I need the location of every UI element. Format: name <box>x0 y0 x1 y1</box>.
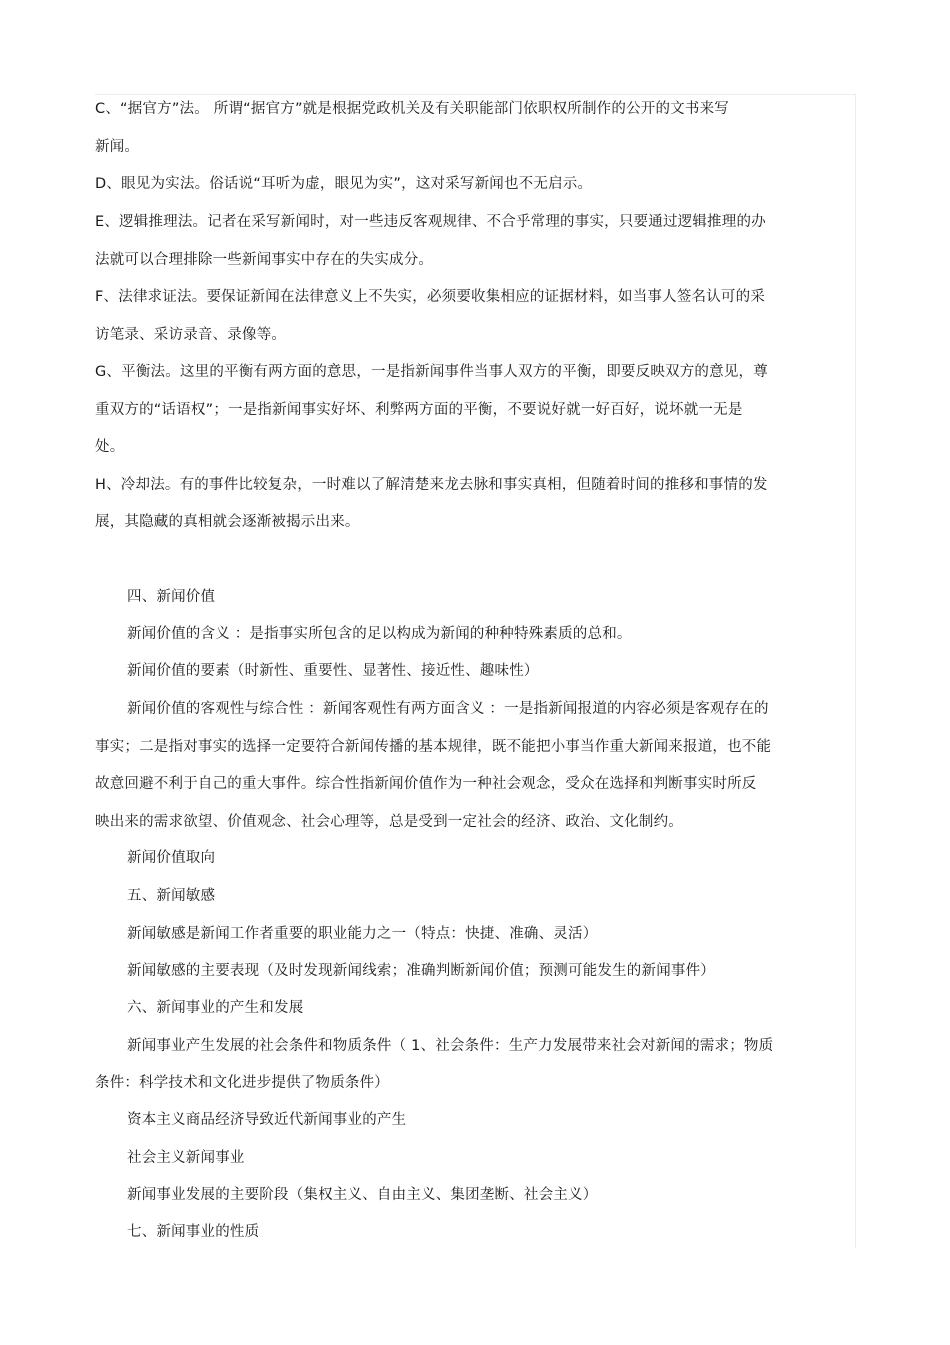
text-line: 新闻价值的要素（时新性、重要性、显著性、接近性、趣味性） <box>127 663 539 679</box>
section-heading: 四、新闻价值 <box>127 589 216 605</box>
text-line: 新闻价值的客观性与综合性 ：新闻客观性有两方面含义 ：一是指新闻报道的内容必须是客观存在的 <box>127 701 769 717</box>
text-line: E、逻辑推理法。记者在采写新闻时，对一些违反客观规律、不合乎常理的事实，只要通过逻辑推理的办 <box>95 214 766 230</box>
page-border-top <box>95 94 856 95</box>
text-line: F、法律求证法。要保证新闻在法律意义上不失实，必须要收集相应的证据材料，如当事人签名认可的采 <box>95 289 766 305</box>
section-heading: 六、新闻事业的产生和发展 <box>127 1000 304 1016</box>
page-border-right <box>855 94 856 1248</box>
text-line: 访笔录、采访录音、录像等。 <box>95 327 287 343</box>
section-heading: 七、新闻事业的性质 <box>127 1224 260 1240</box>
text-line: 故意回避不利于自己的重大事件。综合性指新闻价值作为一种社会观念，受众在选择和判断事实时所反 <box>95 776 757 792</box>
text-line: 资本主义商品经济导致近代新闻事业的产生 <box>127 1112 407 1128</box>
text-line: 新闻事业产生发展的社会条件和物质条件（ 1、社会条件：生产力发展带来社会对新闻的需求；物质 <box>127 1038 774 1054</box>
text-line: 新闻敏感的主要表现（及时发现新闻线索；准确判断新闻价值；预测可能发生的新闻事件） <box>127 963 715 979</box>
text-line: 新闻事业发展的主要阶段（集权主义、自由主义、集团垄断、社会主义） <box>127 1187 598 1203</box>
text-line: 条件：科学技术和文化进步提供了物质条件） <box>95 1075 389 1091</box>
section-heading: 五、新闻敏感 <box>127 888 216 904</box>
text-line: G、平衡法。这里的平衡有两方面的意思，一是指新闻事件当事人双方的平衡，即要反映双方的意见，尊 <box>95 364 768 380</box>
text-line: 展，其隐藏的真相就会逐渐被揭示出来。 <box>95 514 360 530</box>
text-line: 处。 <box>95 439 125 455</box>
text-line: H、冷却法。有的事件比较复杂，一时难以了解清楚来龙去脉和事实真相，但随着时间的推移和事情的发 <box>95 477 768 493</box>
text-line: 重双方的“话语权”；一是指新闻事实好坏、利弊两方面的平衡，不要说好就一好百好，说坏就一无是 <box>95 402 743 418</box>
text-line: 新闻价值取向 <box>127 850 216 866</box>
text-line: 映出来的需求欲望、价值观念、社会心理等，总是受到一定社会的经济、政治、文化制约。 <box>95 814 683 830</box>
text-line: 法就可以合理排除一些新闻事实中存在的失实成分。 <box>95 252 434 268</box>
text-line: 事实；二是指对事实的选择一定要符合新闻传播的基本规律，既不能把小事当作重大新闻来报道，也不能 <box>95 739 772 755</box>
text-line: 社会主义新闻事业 <box>127 1150 245 1166</box>
text-line: 新闻价值的含义 ：是指事实所包含的足以构成为新闻的种种特殊素质的总和。 <box>127 626 632 642</box>
text-line: C、“据官方”法。 所谓“据官方”就是根据党政机关及有关职能部门依职权所制作的公开的文书来写 <box>95 101 729 117</box>
text-line: D、眼见为实法。俗话说“耳听为虚，眼见为实”，这对采写新闻也不无启示。 <box>95 176 593 192</box>
text-line: 新闻敏感是新闻工作者重要的职业能力之一（特点：快捷、准确、灵活） <box>127 926 598 942</box>
text-line: 新闻。 <box>95 139 140 155</box>
